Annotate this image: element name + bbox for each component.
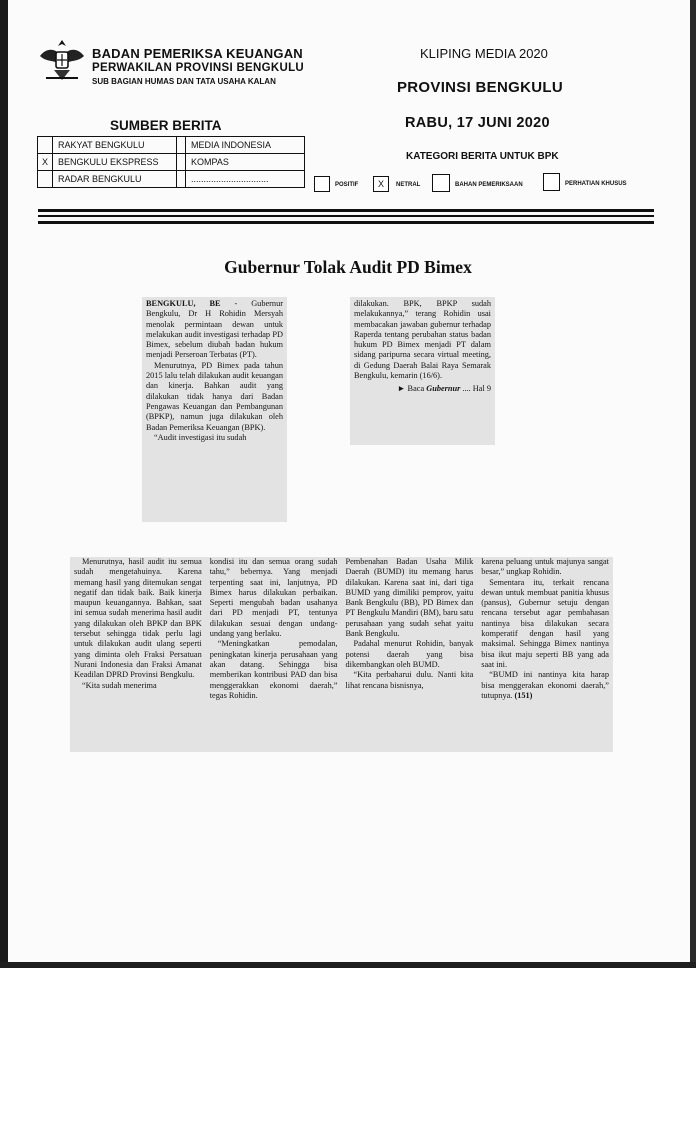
garuda-emblem-icon [36,34,88,86]
lead-paragraph: - Gubernur Bengkulu, Dr H Rohidin Mersyah menolak permintaan dewan untuk melakukan audit investigasi terhadap PD Bimex, sebelum diubah badan hukum menjadi Perseroan Terbatas (PT). [146,299,283,360]
source-name: ............................... [186,171,305,188]
body-paragraph: “Meningkatkan pemodalan, peningkatan kinerja perusahaan yang akan datang. Sehingga bisa memberikan kontribusi PAD dan bisa menggerakkan ekonomi daerah,” tegas Rohidin. [209,639,338,700]
body-column-4 [481,557,609,752]
kategori-label: BAHAN PEMERIKSAAN [455,182,523,188]
body-column-1 [74,557,202,752]
continue-keyword: Gubernur [426,384,461,394]
date-title: RABU, 17 JUNI 2020 [405,115,550,131]
lead-paragraph: “Audit investigasi itu sudah [154,432,247,442]
article-lead-clip [142,297,287,522]
body-paragraph: “Kita perbaharui dulu. Nanti kita lihat rencana bisnisnya, [345,670,474,690]
source-name: KOMPAS [186,154,305,171]
header-divider [38,215,654,217]
kategori-title: KATEGORI BERITA UNTUK BPK [406,151,559,162]
continue-label: ► Baca [397,384,425,394]
body-column-2 [210,557,338,752]
lead-paragraph: Menurutnya, PD Bimex pada tahun 2015 lalu telah dilakukan audit keuangan dan kinerja. Bahkan audit yang dilakukan tidak hanya dari Badan Pengawas Keuangan dan Pembangunan (BPKP), namun juga dilakukan oleh Badan Pemeriksa Keuangan (BPK). [146,360,283,432]
source-name: MEDIA INDONESIA [186,137,305,154]
article-body-clip [70,557,613,752]
org-sub: SUB BAGIAN HUMAS DAN TATA USAHA KALAN [92,77,276,86]
body-paragraph: Padahal menurut Rohidin, banyak potensi daerah yang bisa dikembangkan oleh BUMD. [345,639,474,669]
kategori-checkbox-perhatian [543,173,560,191]
kategori-label: NETRAL [396,182,421,188]
article-right-clip [350,297,495,445]
continue-line [354,384,491,394]
sumber-title: SUMBER BERITA [110,118,222,133]
source-mark [38,171,53,188]
provinsi-title: PROVINSI BENGKULU [397,79,563,96]
source-mark-right [177,137,186,154]
scan-edge-bottom [0,962,696,968]
article-headline: Gubernur Tolak Audit PD Bimex [224,257,472,277]
dateline: BENGKULU, BE [146,299,221,308]
source-mark: X [38,154,53,171]
source-name: RAKYAT BENGKULU [53,137,177,154]
kategori-checkbox-netral: X [373,176,389,192]
table-row [38,171,305,188]
scan-edge-right [690,0,696,968]
sumber-table [37,136,305,188]
kategori-label: POSITIF [335,182,359,188]
body-column-3 [346,557,474,752]
body-paragraph: Pembenahan Badan Usaha Milik Daerah (BUMD) itu memang harus dilakukan. Karena saat ini, dari tiga BUMD yang dimiliki pemprov, yaitu Bank Bengkulu (BB), PD Bimex dan PT Bengkulu Mandiri (BM), baru satu perusahaan yang sudah sehat yaitu Bank Bengkulu. [345,557,474,639]
body-paragraph: karena peluang untuk majunya sangat besar,” ungkap Rohidin. [481,557,609,577]
continue-page: .... Hal 9 [462,384,491,394]
header-divider [38,221,654,224]
body-paragraph: Sementara itu, terkait rencana dewan untuk membuat panitia khusus (pansus), Gubernur setuju dengan rencana tersebut agar pembahasan nantinya bisa dilakukan secara komperatif dengan hasil yang maksimal. Sehingga Bimex nantinya bisa ikut maju seperti BB yang ada saat ini. [481,577,609,669]
source-mark-right [177,154,186,171]
kategori-checkbox-positif [314,176,330,192]
org-name: BADAN PEMERIKSA KEUANGAN [92,46,303,61]
source-name: BENGKULU EKSPRESS [53,154,177,171]
body-paragraph: “BUMD ini nantinya kita harap bisa menggerakan ekonomi daerah,” tutupnya. [481,670,609,700]
kategori-label: PERHATIAN KHUSUS [565,181,627,187]
body-paragraph: Menurutnya, hasil audit itu semua sudah mengetahuinya. Karena memang hasil yang ditemukan sengat negatif dan tidak baik. Baik kinerja maupun keuangannya. Bahkan, saat ini semua sudah menerima hasil audit yang dilakukan oleh BPKP dan BPK tersebut sehingga tidak perlu lagi untuk dilakukan audit ulang seperti yang diminta oleh Fraksi Persatuan Nurani Indonesia dan Fraksi Amanat Keadilan DPRD Provinsi Bengkulu. [74,557,202,680]
scan-edge-left [0,0,8,968]
kliping-title: KLIPING MEDIA 2020 [420,46,548,61]
source-name: RADAR BENGKULU [53,171,177,188]
table-row [38,154,305,171]
author-sign: (151) [514,690,533,700]
header-divider [38,209,654,212]
source-mark [38,137,53,154]
table-row [38,137,305,154]
body-paragraph: “Kita sudah menerima [82,680,157,690]
source-mark-right [177,171,186,188]
kategori-checkbox-pemeriksaan [432,174,450,192]
org-branch: PERWAKILAN PROVINSI BENGKULU [92,62,305,74]
right-paragraph: dilakukan. BPK, BPKP sudah melakukannya,” terang Rohidin usai membacakan jawaban gubernur terhadap Raperda tentang perubahan status badan hukum PD Bimex menjadi PT dalam sidang paripurna secara virtual meeting, di Gedung Daerah Balai Raya Semarak Bengkulu, kemarin (16/6). [354,299,491,381]
body-paragraph: kondisi itu dan semua orang sudah tahu,” bebernya. Yang menjadi terpenting saat ini, lanjutnya, PD Bimex harus dilakukan perbaikan. Seperti mengubah badan usahanya dari PD menjadi PT, tentunya dilakukan sesuai dengan undang-undang yang berlaku. [209,557,338,639]
